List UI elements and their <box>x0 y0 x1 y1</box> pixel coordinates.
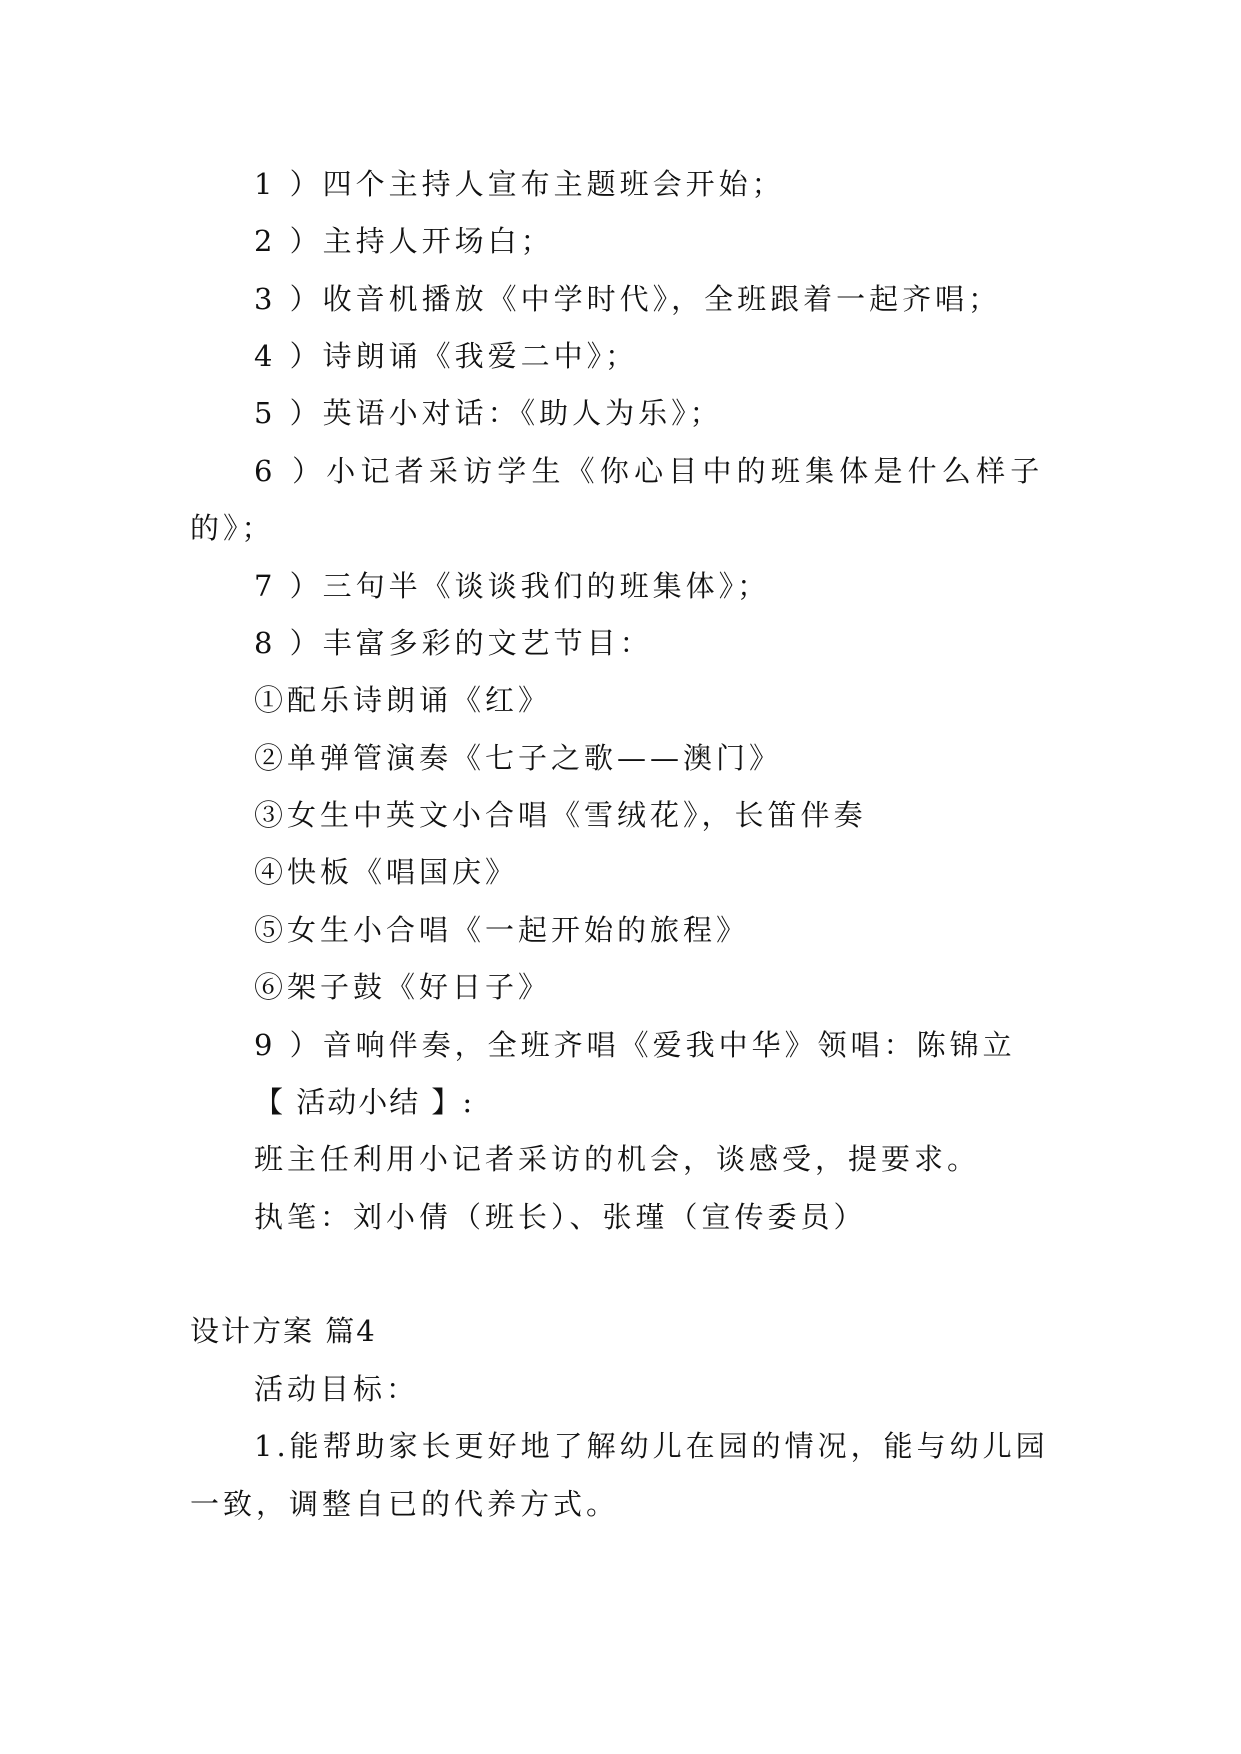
program-step-6: 6 ）小记者采访学生《你心目中的班集体是什么样子 <box>254 454 1045 488</box>
summary-heading: 【 活动小结 】: <box>254 1085 475 1119</box>
program-step-6-continued: 的》； <box>190 511 275 545</box>
section-title: 设计方案 篇4 <box>190 1314 377 1348</box>
performance-item: ⑥架子鼓《好日子》 <box>254 970 552 1004</box>
performance-item: ①配乐诗朗诵《红》 <box>254 683 552 717</box>
performance-item: ④快板《唱国庆》 <box>254 855 519 889</box>
program-step-7: 7 ）三句半《谈谈我们的班集体》； <box>254 569 771 603</box>
program-step-2: 2 ）主持人开场白； <box>254 224 554 258</box>
program-step-9: 9 ）音响伴奏，全班齐唱《爱我中华》领唱：陈锦立 <box>254 1028 1016 1062</box>
performance-item: ③女生中英文小合唱《雪绒花》，长笛伴奏 <box>254 798 867 832</box>
goal-heading: 活动目标： <box>254 1372 420 1406</box>
performance-item: ②单弹管演奏《七子之歌——澳门》 <box>254 741 783 775</box>
goal-item-1: 1.能帮助家长更好地了解幼儿在园的情况，能与幼儿园 <box>254 1429 1049 1463</box>
program-step-3: 3 ）收音机播放《中学时代》，全班跟着一起齐唱； <box>254 282 1002 316</box>
program-step-5: 5 ）英语小对话：《助人为乐》； <box>254 396 723 430</box>
program-step-4: 4 ）诗朗诵《我爱二中》； <box>254 339 639 373</box>
performance-item: ⑤女生小合唱《一起开始的旅程》 <box>254 913 750 947</box>
program-step-8: 8 ）丰富多彩的文艺节目： <box>254 626 653 660</box>
summary-author: 执笔：刘小倩（班长）、张瑾（宣传委员） <box>254 1200 867 1234</box>
summary-text: 班主任利用小记者采访的机会，谈感受，提要求。 <box>254 1142 981 1176</box>
program-step-1: 1 ）四个主持人宣布主题班会开始； <box>254 167 785 201</box>
goal-item-1-continued: 一致，调整自已的代养方式。 <box>190 1487 620 1521</box>
